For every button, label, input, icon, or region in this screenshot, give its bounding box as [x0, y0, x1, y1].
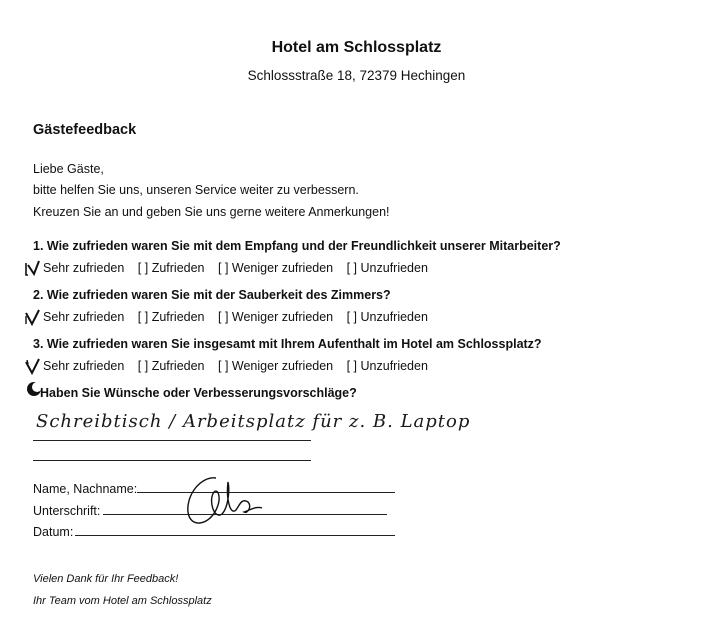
name-label: Name, Nachname:	[33, 482, 138, 496]
form-title: Gästefeedback	[33, 122, 137, 138]
footer-thanks: Vielen Dank für Ihr Feedback!	[33, 573, 179, 585]
q3-option-zufrieden[interactable]: [ ] Zufrieden	[137, 359, 205, 373]
signature-label: Unterschrift:	[33, 504, 101, 518]
answer-line-1	[33, 440, 311, 441]
q2-option-zufrieden[interactable]: [ ] Zufrieden	[137, 310, 205, 324]
question-2-options	[31, 310, 438, 324]
q1-option-weniger-zufrieden[interactable]: [ ] Weniger zufrieden	[218, 261, 334, 275]
question-3-options	[31, 359, 438, 373]
hotel-name: Hotel am Schlossplatz	[271, 39, 442, 56]
footer-team: Ihr Team vom Hotel am Schlossplatz	[33, 595, 212, 607]
q1-option-zufrieden[interactable]: [ ] Zufrieden	[137, 261, 205, 275]
signature-scribble	[178, 470, 268, 532]
q2-option-unzufrieden[interactable]: [ ] Unzufrieden	[346, 310, 428, 324]
q1-option-unzufrieden[interactable]: [ ] Unzufrieden	[346, 261, 428, 275]
question-1: 1. Wie zufrieden waren Sie mit dem Empfang und der Freundlichkeit unserer Mitarbeiter?	[33, 239, 561, 253]
date-field[interactable]	[75, 535, 395, 536]
q3-option-weniger-zufrieden[interactable]: [ ] Weniger zufrieden	[218, 359, 334, 373]
date-label: Datum:	[33, 525, 74, 539]
intro-line-1: bitte helfen Sie uns, unseren Service weiter zu verbessern.	[33, 183, 359, 197]
question-1-options	[31, 261, 438, 275]
hotel-address: Schlossstraße 18, 72379 Hechingen	[247, 68, 466, 83]
q2-checkmark-icon	[24, 308, 44, 328]
answer-line-2	[33, 460, 311, 461]
question-4: Haben Sie Wünsche oder Verbesserungsvorschläge?	[40, 386, 357, 400]
q3-checkmark-icon	[24, 357, 44, 377]
q3-option-sehr-zufrieden[interactable]: Sehr zufrieden	[43, 359, 125, 373]
intro-greeting: Liebe Gäste,	[33, 162, 104, 176]
question-3: 3. Wie zufrieden waren Sie insgesamt mit Ihrem Aufenthalt im Hotel am Schlossplatz?	[33, 337, 542, 351]
q2-option-weniger-zufrieden[interactable]: [ ] Weniger zufrieden	[218, 310, 334, 324]
question-2: 2. Wie zufrieden waren Sie mit der Sauberkeit des Zimmers?	[33, 288, 391, 302]
q1-checkmark-icon	[24, 259, 44, 279]
q1-option-sehr-zufrieden[interactable]: Sehr zufrieden	[43, 261, 125, 275]
suggestion-answer[interactable]: Schreibtisch / Arbeitsplatz für z. B. Laptop	[36, 411, 471, 432]
intro-line-2: Kreuzen Sie an und geben Sie uns gerne weitere Anmerkungen!	[33, 205, 390, 219]
q3-option-unzufrieden[interactable]: [ ] Unzufrieden	[346, 359, 428, 373]
q2-option-sehr-zufrieden[interactable]: Sehr zufrieden	[43, 310, 125, 324]
